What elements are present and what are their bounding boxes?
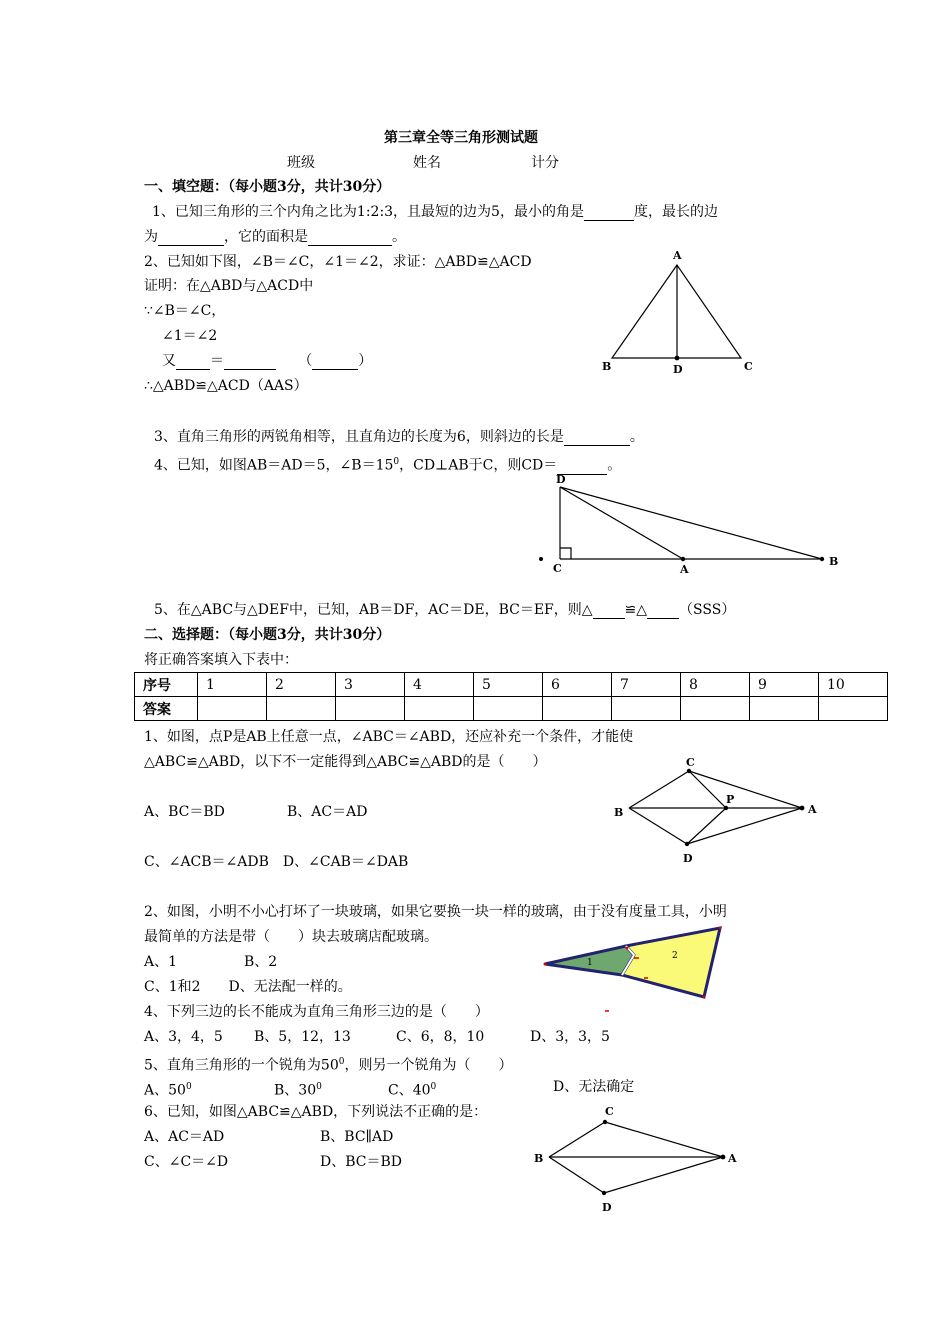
- table-cell: 9: [750, 673, 819, 697]
- fig1-label-a: A: [673, 249, 682, 262]
- fig2-label-d: D: [556, 473, 566, 486]
- q2-proof-line5: ∴△ABD≌△ACD（AAS）: [144, 378, 308, 394]
- table-cell: 4: [405, 673, 474, 697]
- c4-option-b: B、5，12，13: [254, 1029, 351, 1045]
- c2-option-b: B、2: [244, 954, 278, 970]
- fig3-label-b: B: [614, 806, 624, 819]
- c5-text: 5、直角三角形的一个锐角为$50^0$，则另一个锐角为（ ）: [144, 1057, 513, 1074]
- table-header-answer: 答案: [135, 697, 198, 721]
- c6-option-b: B、BC∥AD: [320, 1129, 394, 1145]
- fig2-label-b: B: [829, 555, 839, 568]
- q2-proof-line2: ∵∠B＝∠C，: [144, 303, 226, 319]
- name-label: 姓名: [413, 155, 441, 171]
- q3-text: 3、直角三角形的两锐角相等，且直角边的长度为6，则斜边的长是 。: [154, 429, 644, 445]
- c6-option-d: D、BC＝BD: [320, 1154, 402, 1170]
- fig2-label-a: A: [680, 563, 689, 576]
- c2-option-cd: C、1和2 D、无法配一样的。: [144, 979, 352, 995]
- c6-option-a: A、AC＝AD: [144, 1129, 225, 1145]
- section1-heading: 一、填空题：（每小题3分，共计30分）: [144, 179, 391, 195]
- fig3-label-a: A: [808, 803, 817, 816]
- fig1-label-c: C: [744, 360, 753, 373]
- q5-text: 5、在△ABC与△DEF中，已知，AB＝DF，AC＝DE，BC＝EF，则△ ≌△ （SSS）: [154, 602, 736, 618]
- c4-option-c: C、6，8，10: [396, 1029, 485, 1045]
- fig4-label-piece2: 2: [672, 951, 678, 961]
- q2-text: 2、已知如下图，∠B＝∠C，∠1＝∠2，求证：△ABD≌△ACD: [144, 254, 532, 270]
- figure-triangle-abd-acd: [612, 265, 741, 360]
- table-cell: 1: [198, 673, 267, 697]
- fig5-label-d: D: [602, 1201, 612, 1214]
- fig3-label-p: P: [726, 793, 735, 806]
- fig1-label-d: D: [673, 363, 683, 376]
- figure-right-triangle: [540, 487, 824, 561]
- table-cell: 5: [474, 673, 543, 697]
- page-title: 第三章全等三角形测试题: [384, 130, 538, 146]
- c4-option-a: A、3，4，5: [144, 1029, 223, 1045]
- fig3-label-c: C: [686, 756, 695, 769]
- q4-text: 4、已知，如图AB＝AD＝5，$\angle B=15^0$，CD⊥AB于C，则CD＝ 。: [154, 457, 622, 474]
- table-cell: 10: [819, 673, 888, 697]
- fig1-label-b: B: [602, 360, 612, 373]
- fig2-label-c: C: [553, 562, 562, 575]
- q2-proof-line4: 又 ＝ （ ）: [162, 353, 373, 369]
- c5-option-b: B、$30^0$: [274, 1082, 322, 1099]
- c4-text: 4、下列三边的长不能成为直角三角形三边的是（ ）: [144, 1004, 489, 1020]
- figure-kite-with-p: [629, 769, 804, 845]
- c5-option-d: D、无法确定: [553, 1079, 635, 1095]
- c1-line2: △ABC≌△ABD，以下不一定能得到△ABC≌△ABD的是（ ）: [144, 754, 547, 770]
- c1-option-cd: C、∠ACB＝∠ADB D、∠CAB＝∠DAB: [144, 854, 409, 870]
- c2-line2: 最简单的方法是带（ ）块去玻璃店配玻璃。: [144, 929, 438, 945]
- q1-line1: 1、已知三角形的三个内角之比为1:2:3，且最短的边为5，最小的角是 度，最长的边: [152, 204, 718, 220]
- fig4-label-piece1: 1: [587, 958, 593, 968]
- fig5-label-b: B: [534, 1152, 544, 1165]
- fig5-label-a: A: [728, 1152, 737, 1165]
- c2-line1: 2、如图，小明不小心打坏了一块玻璃，如果它要换一块一样的玻璃，由于没有度量工具，小明: [144, 904, 727, 920]
- c6-option-c: C、∠C＝∠D: [144, 1154, 229, 1170]
- score-label: 计分: [531, 155, 559, 171]
- table-cell: 7: [612, 673, 681, 697]
- class-label: 班级: [287, 155, 315, 171]
- table-header-number: 序号: [135, 673, 198, 697]
- c1-option-b: B、AC＝AD: [287, 804, 368, 820]
- c1-option-a: A、BC＝BD: [144, 804, 225, 820]
- c4-option-d: D、3，3，5: [530, 1029, 610, 1045]
- q2-proof-line3: ∠1＝∠2: [162, 328, 218, 344]
- table-cell: 6: [543, 673, 612, 697]
- table-cell: 3: [336, 673, 405, 697]
- c6-text: 6、已知，如图△ABC≌△ABD，下列说法不正确的是：: [144, 1104, 488, 1120]
- fig5-label-c: C: [605, 1105, 614, 1118]
- figure-broken-glass: [544, 927, 722, 1012]
- section2-heading: 二、选择题：（每小题3分，共计30分）: [144, 627, 391, 643]
- table-cell: 2: [267, 673, 336, 697]
- q1-line2: 为 ，它的面积是 。: [144, 229, 406, 245]
- figure-congruent-triangles: [549, 1120, 725, 1194]
- c5-option-c: C、$40^0$: [388, 1082, 437, 1099]
- table-cell: 8: [681, 673, 750, 697]
- table-instruction: 将正确答案填入下表中：: [144, 652, 298, 668]
- c2-option-a: A、1: [144, 954, 178, 970]
- c1-line1: 1、如图，点P是AB上任意一点，∠ABC＝∠ABD，还应补充一个条件，才能使: [144, 729, 634, 745]
- q2-proof-line1: 证明：在△ABD与△ACD中: [144, 278, 314, 294]
- c5-option-a: A、$50^0$: [144, 1082, 192, 1099]
- fig3-label-d: D: [683, 852, 693, 865]
